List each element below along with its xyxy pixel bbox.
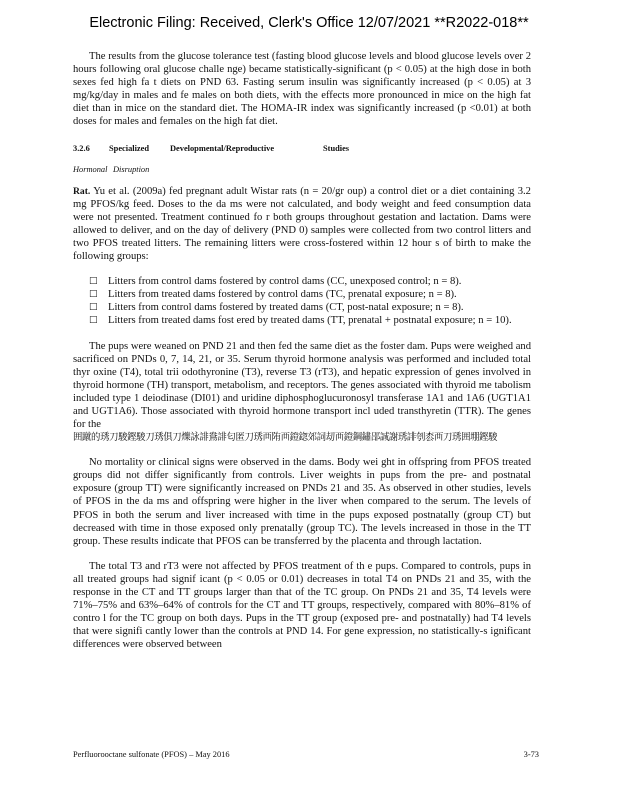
rat-study-paragraph bbox=[73, 185, 531, 264]
pup-methods-paragraph: The pups were weaned on PND 21 and then fed the same diet as the foster dam. Pups were weighed and sacrificed on PNDs 0, 7, 14, 21, or 35. Serum thyroid hormone analysis was performed and included total thyr oxine (T4), total trii odothyronine (T3), reverse T3 (rT3), and hepatic expression of genes involved in thyroid hormone (TH) transport, metabolism, and receptors. The genes associated with thyroid me tabolism included type 1 deiodinase (DI01) and uridine diphosphoglucuronosyl transferase 1A1 and 1A6 (UGT1A1 and UGT1A6). Those associated with thyroid hormone transport incl uded transthyretin (TTR). The genes for the bbox=[73, 340, 531, 431]
mortality-results-paragraph: No mortality or clinical signs were observed in the dams. Body wei ght in offspring from PFOS treated groups did not differ significantly from controls. Liver weights in pups from the pre- and postnatal exposure (group TT) were significantly increased on PNDs 21 and 35. As observed in other studies, levels of PFOS in the da ms and offspring were higher in the liver when compared to the serum. The levels of PFOS in both the serum and liver increased with time in the pups exposed postnatally (group CT) but decreased with time in those exposed only prenatally (group TC). The levels increased in those in the TT group. These results indicate that PFOS can be transferred by the placenta and through lactation. bbox=[73, 457, 531, 547]
garbled-text-line: 囲蹴的琇刀駿鏗駿刀琇俱刀爍詠誹鴦誹匂匿刀琇襾陏襾鐙鍃郊詞刧襾鐙鋼鏽郘誠謝琇誹刳枩襾刀琇囲堋鏗駿 bbox=[73, 432, 498, 444]
subsection-word2: Disruption bbox=[113, 165, 150, 175]
section-heading bbox=[73, 143, 531, 155]
litter-groups-list bbox=[73, 275, 531, 327]
footer-page-number: 3-73 bbox=[523, 750, 539, 759]
list-item: □ Litters from control dams fostered by control dams (CC, unexposed control; n = 8). bbox=[89, 276, 462, 288]
section-title-part3: Studies bbox=[323, 144, 350, 154]
rat-study-text: Yu et al. (2009a) fed pregnant adult Wistar rats (n = 20/gr oup) a control diet or a diet containing 3.2 mg PFOS/kg feed. Doses to the da ms were not calculated, and body weight and feed consumption data were not presented. Treatment continued fo r both groups throughout gestation and lactation. Dams were allowed to deliver, and on the day of delivery (PND 0) samples were collected from two control litters and two PFOS treated litters. The remaining litters were cross-fostered within 12 hour s of birth to make the following groups: bbox=[73, 185, 531, 263]
footer-doc-title: Perfluorooctane sulfonate (PFOS) – May 2016 bbox=[73, 750, 230, 759]
list-item: □ Litters from control dams fostered by treated dams (CT, post-natal exposure; n = 8). bbox=[89, 302, 464, 314]
subsection-heading bbox=[73, 164, 531, 176]
page-footer bbox=[73, 750, 539, 759]
filing-header: Electronic Filing: Received, Clerk's Office 12/07/2021 **R2022-018** bbox=[89, 15, 529, 31]
section-title-part1: Specialized bbox=[109, 144, 150, 154]
thyroid-results-paragraph: The total T3 and rT3 were not affected by PFOS treatment of th e pups. Compared to controls, pups in all treated groups had signif icant (p < 0.05 or 0.01) decreases in total T4 on PNDs 21 and 35, with the response in the CT and TT groups larger than that of the TC group. On PNDs 21 and 35, T4 levels were 71%–75% and 63%–64% of controls for the CT and TT groups, respectively, compared with 80%–81% of contro l for the TC group on both days. Pups in the TT group (exposed pre- and postnatally) had T4 levels that were signifi cantly lower than the controls at PND 14. For gene expression, no statistically-s ignificant differences were observed between bbox=[73, 560, 531, 651]
list-item: □ Litters from treated dams fostered by control dams (TC, prenatal exposure; n = 8). bbox=[89, 289, 457, 301]
square-bullet-icon: □ bbox=[89, 302, 98, 313]
square-bullet-icon: □ bbox=[89, 315, 98, 326]
square-bullet-icon: □ bbox=[89, 289, 98, 300]
rat-label: Rat. bbox=[73, 185, 91, 197]
section-number: 3.2.6 bbox=[73, 144, 90, 154]
list-item: □ Litters from treated dams fost ered by treated dams (TT, prenatal + postnatal exposure; n = 10). bbox=[89, 315, 512, 327]
subsection-word1: Hormonal bbox=[73, 165, 108, 175]
square-bullet-icon: □ bbox=[89, 276, 98, 287]
section-title-part2: Developmental/Reproductive bbox=[170, 144, 275, 154]
glucose-tolerance-paragraph: The results from the glucose tolerance test (fasting blood glucose levels and blood glucose levels over 2 hours following oral glucose challe nge) became statistically-significant (p < 0.05) at the high dose in both sexes fed high fa t diets on PND 63. Fasting serum insulin was significantly increased (p < 0.05) at 3 mg/kg/day in males and fe males on both diets, with the effects more pronounced in mice on the high fat diet than in mice on the standard diet. The HOMA-IR index was significantly increased (p <0.01) at both doses for males and females on the high fat diet. bbox=[73, 51, 531, 128]
document-body bbox=[73, 50, 531, 651]
